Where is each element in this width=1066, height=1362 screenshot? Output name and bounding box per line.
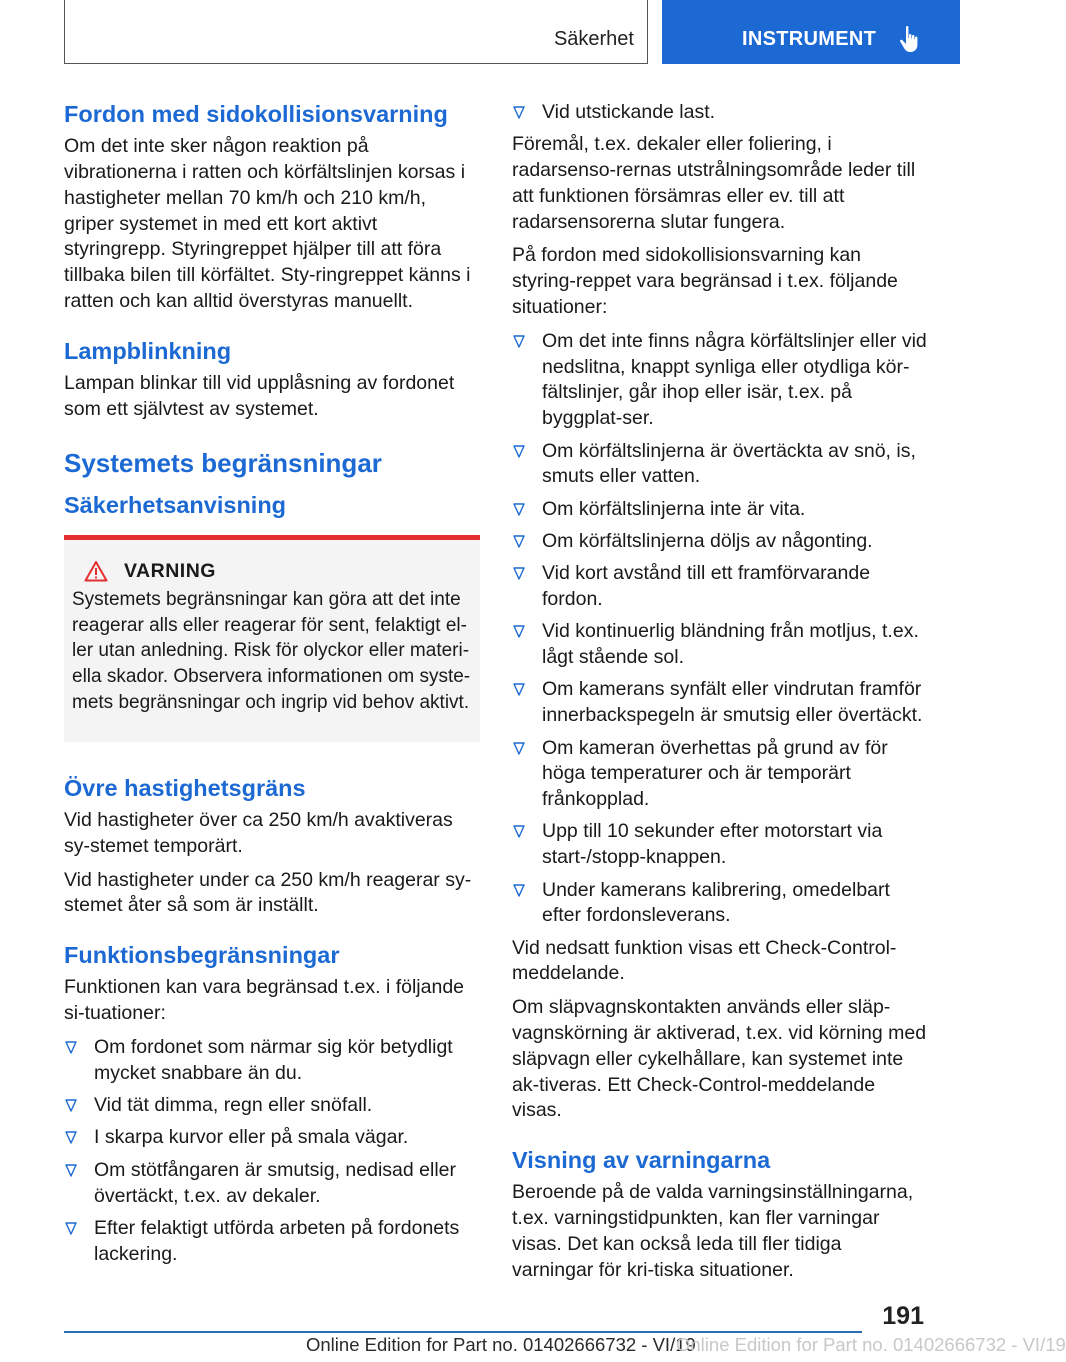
triangle-bullet-icon: [513, 335, 525, 349]
triangle-bullet-icon: [513, 625, 525, 639]
list-item: [512, 561, 928, 613]
list-item: [64, 1093, 480, 1119]
list-item: [512, 439, 928, 491]
triangle-bullet-icon: [513, 884, 525, 898]
list-funktionsbegransningar: [64, 1035, 480, 1267]
header-section-title: Säkerhet: [553, 28, 634, 50]
triangle-bullet-icon: [65, 1099, 77, 1113]
list-item-text: Efter felaktigt utförda arbeten på fordonets lackering.: [94, 1216, 460, 1265]
triangle-bullet-icon: [513, 535, 525, 549]
list-item: [64, 1216, 480, 1268]
paragraph-sidokollisionsvarning: Om det inte sker någon reaktion på vibrationerna i ratten och körfältslinjen korsas i hastigheter mellan 70 km/h och 210 km/h, griper systemet in med ett kort aktivt styringrepp. Styringreppet hjälper till att föra tillbaka bilen till körfältet. Sty-ringreppet känns i ratten och kan alltid överstyras manuellt.: [64, 135, 471, 312]
list-item-text: Om körfältslinjerna inte är vita.: [542, 497, 806, 520]
list-item: [64, 1125, 480, 1151]
list-item: [512, 677, 928, 729]
list-item: [512, 329, 928, 432]
heading-sakerhetsanvisning: Säkerhetsanvisning: [64, 492, 287, 519]
paragraph-visning: Beroende på de valda varningsinställningarna, t.ex. varningstidpunkten, kan fler varningar visas. Det kan också leda till fler tidiga varningar för kri-tiska situationer.: [512, 1181, 914, 1281]
paragraph-funktionsbegransningar: Funktionen kan vara begränsad t.ex. i följande si-tuationer:: [64, 976, 465, 1025]
paragraph-lampblinkning: Lampan blinkar till vid upplåsning av fordonet som ett självtest av systemet.: [64, 371, 455, 420]
list-item-text: Vid kort avstånd till ett framförvarande fordon.: [542, 562, 871, 611]
triangle-bullet-icon: [513, 106, 525, 120]
triangle-bullet-icon: [65, 1222, 77, 1236]
triangle-bullet-icon: [65, 1041, 77, 1055]
list-item: [64, 1035, 480, 1087]
list-item: [512, 497, 928, 523]
warning-box: [64, 535, 480, 742]
list-item: [512, 736, 928, 813]
list-item-text: Om körfältslinjerna är övertäckta av snö, is, smuts eller vatten.: [542, 439, 916, 488]
footer-divider: [64, 1331, 862, 1333]
triangle-bullet-icon: [513, 683, 525, 697]
right-column: [512, 100, 928, 1292]
paragraph-slapvagn: Om släpvagnskontakten används eller släp-vagnskörning är aktiverad, t.ex. vid körning med släpvagn eller cykelhållare, kan systemet inte ak-tiveras. Ett Check-Control-meddelande visas.: [512, 996, 927, 1122]
paragraph-hastighet-over: Vid hastigheter över ca 250 km/h avaktiveras sy-stemet temporärt.: [64, 809, 453, 857]
warning-title: VARNING: [124, 559, 216, 582]
list-item-text: Vid tät dimma, regn eller snöfall.: [94, 1094, 373, 1117]
paragraph-nedsatt-funktion: Vid nedsatt funktion visas ett Check-Control-meddelande.: [512, 936, 897, 985]
triangle-bullet-icon: [513, 503, 525, 517]
heading-systemets-begransningar: Systemets begränsningar: [64, 447, 382, 478]
list-item-text: Om kamerans synfält eller vindrutan framför innerbackspegeln är smutsig eller övertäckt.: [542, 678, 923, 727]
footer-edition-text: Online Edition for Part no. 01402666732 - VI/19: [306, 1334, 696, 1355]
list-item-text: Om körfältslinjerna döljs av någonting.: [542, 529, 873, 552]
triangle-bullet-icon: [513, 825, 525, 839]
list-item: [512, 619, 928, 671]
list-item-text: Upp till 10 sekunder efter motorstart via start-/stopp-knappen.: [542, 820, 883, 869]
triangle-bullet-icon: [65, 1131, 77, 1145]
list-item: [512, 529, 928, 555]
list-item-text: Vid utstickande last.: [542, 101, 716, 123]
heading-visning-av-varningarna: Visning av varningarna: [512, 1147, 771, 1174]
list-item-text: Vid kontinuerlig bländning från motljus, t.ex. lågt stående sol.: [542, 620, 919, 669]
hand-pointer-icon: [896, 24, 926, 54]
list-item: [512, 100, 928, 126]
left-column: [64, 100, 480, 1274]
list-item-text: Om fordonet som närmar sig kör betydligt mycket snabbare än du.: [94, 1036, 453, 1084]
list-item-text: I skarpa kurvor eller på smala vägar.: [94, 1126, 409, 1149]
page-number: 191: [882, 1302, 924, 1330]
list-item-text: Om kameran överhettas på grund av för höga temperaturer och är temporärt frånkopplad.: [542, 736, 888, 811]
triangle-bullet-icon: [65, 1164, 77, 1178]
warning-header: [72, 560, 472, 583]
header-chapter-tab[interactable]: [662, 0, 960, 64]
warning-triangle-icon: [84, 560, 108, 582]
list-item: [64, 1158, 480, 1210]
warning-text: Systemets begränsningar kan göra att det inte reagerar alls eller reagerar för sent, felaktigt el-ler utan anledning. Risk för olyckor eller materi-ella skador. Observera informationen om syste-mets begränsningar och ingrip vid behov aktivt.: [72, 588, 471, 714]
heading-funktionsbegransningar: Funktionsbegränsningar: [64, 942, 340, 969]
list-item-text: Om det inte finns några körfältslinjer eller vid nedslitna, knappt synliga eller otydliga kör-fältslinjer, går ihop eller isär, t.ex. på byggplat-ser.: [542, 329, 927, 430]
paragraph-hastighet-under: Vid hastigheter under ca 250 km/h reagerar sy-stemet åter så som är inställt.: [64, 868, 472, 917]
heading-ovre-hastighetsgrans: Övre hastighetsgräns: [64, 774, 306, 801]
header-chapter-label: INSTRUMENT: [742, 28, 877, 50]
list-continued: [512, 100, 928, 126]
triangle-bullet-icon: [513, 742, 525, 756]
heading-sidokollisionsvarning: Fordon med sidokollisionsvarning: [64, 101, 448, 127]
heading-lampblinkning: Lampblinkning: [64, 337, 232, 364]
list-styringrepp-begransningar: [512, 329, 928, 929]
paragraph-foremal: Föremål, t.ex. dekaler eller foliering, i radarsenso-rernas utstrålningsområde leder till att funktionen försämras eller ev. till att radarsensorerna slutar fungera.: [512, 133, 916, 233]
triangle-bullet-icon: [513, 567, 525, 581]
list-item-text: Om stötfångaren är smutsig, nedisad eller övertäckt, t.ex. av dekaler.: [94, 1158, 457, 1207]
list-item: [512, 878, 928, 930]
footer-watermark: Online Edition for Part no. 01402666732 - VI/19: [676, 1334, 1066, 1355]
list-item-text: Under kamerans kalibrering, omedelbart efter fordonsleverans.: [542, 878, 890, 927]
list-item: [512, 819, 928, 871]
triangle-bullet-icon: [513, 445, 525, 459]
paragraph-styringreppet: På fordon med sidokollisionsvarning kan styring-reppet vara begränsad i t.ex. följande situationer:: [512, 244, 898, 319]
